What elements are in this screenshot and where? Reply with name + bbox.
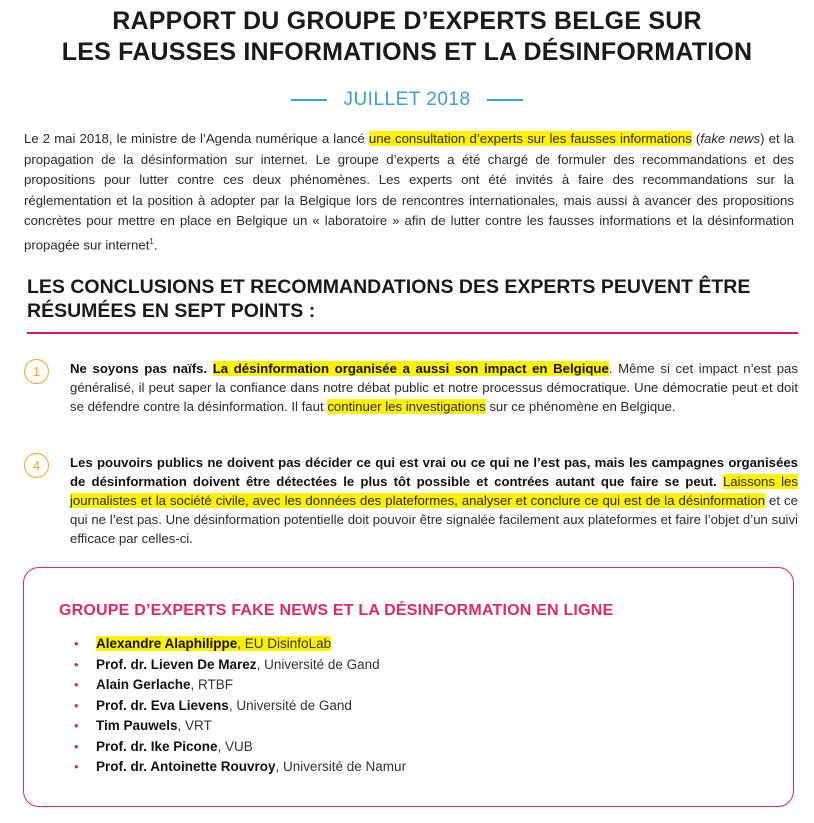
report-date: JUILLET 2018 [343,89,471,110]
point-body: . Même si cet impact n’est pas généralisé, il peut saper la confiance dans notre débat public et notre processus démocratique. Une démocratie peut et doit se défendre contre la désinformation. Il faut [70,361,798,414]
intro-paragraph [24,129,794,255]
expert-affiliation: , VUB [217,738,253,754]
intro-emphasis: fake news [700,131,761,146]
list-item [74,655,406,676]
bullet-icon: • [74,677,79,692]
expert-affiliation: , Université de Namur [275,759,407,774]
expert-name: Prof. dr. Eva Lievens [96,697,229,713]
bullet-icon: • [74,636,79,651]
point-number-badge: 1 [24,359,49,384]
experts-box [23,567,794,807]
bullet-icon: • [74,718,79,733]
point-highlight: continuer les investigations [327,399,486,414]
list-item [74,634,406,655]
point-body: sur ce phénomène en Belgique. [485,399,676,414]
title-line-1: RAPPORT DU GROUPE D’EXPERTS BELGE SUR [112,7,702,35]
section-heading-line-1: LES CONCLUSIONS ET RECOMMANDATIONS DES EXPERTS PEUVENT ÊTRE [27,276,751,298]
expert-affiliation: , EU DisinfoLab [237,636,332,651]
bullet-icon: • [74,759,79,774]
section-divider [27,332,798,334]
point-highlight: La désinformation organisée a aussi son impact en Belgique [212,361,609,376]
footnote-ref[interactable]: 1 [149,236,154,246]
expert-name: Prof. dr. Ike Picone [96,738,218,754]
point-bold-text: Ne soyons pas naïfs. [70,361,213,376]
bullet-icon: • [74,656,79,672]
expert-affiliation: , RTBF [190,677,234,692]
intro-text: ) et la propagation de la désinformation sur internet. Le groupe d’experts a été chargé de formuler des recommandations et des propositions pour lutter contre ces deux phénomènes. Les experts ont été invités à faire des recommandations sur la réglementation et la position à adopter par la Belgique lors de rencontres internationales, mais aussi à avancer des propositions concrètes pour mettre en place en Belgique un « laboratoire » afin de lutter contre les fausses informations et la désinformation propagée sur internet [24,131,794,252]
point-highlight: Laissons les journalistes et la société civile, avec les données des plateformes, analyser et conclure ce qui est de la désinformation [70,474,798,508]
point-bold-text: Les pouvoirs publics ne doivent pas décider ce qui est vrai ou ce qui ne l’est pas, mais les campagnes organisées de désinformation doivent être détectées le plus tôt possible et contrées autant que faire se peut. [70,455,798,489]
point-number-badge: 4 [24,453,49,478]
expert-name: Prof. dr. Antoinette Rouvroy [96,759,276,774]
list-item [74,737,406,758]
page-title [0,6,814,68]
date-banner [0,88,814,112]
expert-name: Prof. dr. Lieven De Marez [96,656,257,672]
intro-text: ( [691,131,701,146]
expert-name: Tim Pauwels [96,718,178,733]
list-item [74,696,406,717]
experts-list [74,634,406,778]
list-item [74,716,406,737]
list-item [74,757,406,778]
bullet-icon: • [74,697,79,713]
section-heading [27,275,797,323]
experts-box-title: GROUPE D’EXPERTS FAKE NEWS ET LA DÉSINFORMATION EN LIGNE [59,602,614,619]
expert-name: Alexandre Alaphilippe [96,636,238,651]
expert-name: Alain Gerlache [96,677,191,692]
date-left-rule [291,99,327,101]
point-body: et ce qui ne l’est pas. Une désinformation potentielle doit pouvoir être signalée facilement aux plateformes et faire l’objet d’un suivi efficace par celles-ci. [70,493,798,546]
title-line-2: LES FAUSSES INFORMATIONS ET LA DÉSINFORMATION [61,38,753,66]
intro-highlight: une consultation d’experts sur les fausses informations [368,131,692,146]
bullet-icon: • [74,738,79,754]
date-right-rule [487,99,523,101]
list-item [74,675,406,696]
section-heading-line-2: RÉSUMÉES EN SEPT POINTS : [27,300,316,322]
expert-affiliation: , Université de Gand [228,697,352,713]
intro-text: . [153,236,158,252]
expert-affiliation: , Université de Gand [256,656,380,672]
point-text [70,359,798,416]
point-text [70,453,798,548]
expert-affiliation: , VRT [177,718,212,733]
intro-text: Le 2 mai 2018, le ministre de l’Agenda numérique a lancé [24,131,369,146]
